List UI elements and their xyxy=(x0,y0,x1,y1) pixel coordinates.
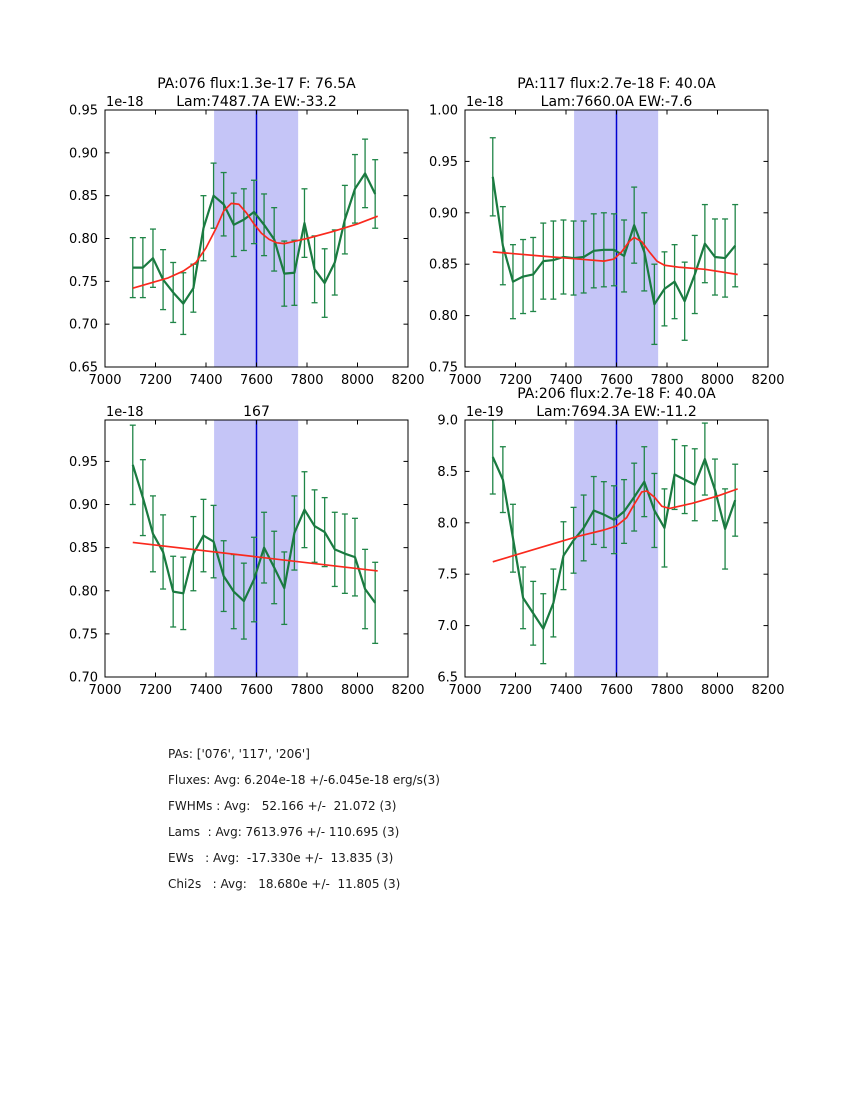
subplot-pa117 xyxy=(405,62,830,407)
x-tick-label: 7600 xyxy=(239,373,274,388)
x-tick-label: 7400 xyxy=(189,683,223,698)
y-tick-label: 1.00 xyxy=(429,103,458,119)
y-tick-label: 0.65 xyxy=(69,360,98,376)
subplot-title: Lam:7487.7A EW:-33.2 xyxy=(176,94,337,110)
x-tick-label: 7800 xyxy=(290,373,324,388)
subplot-title: 167 xyxy=(243,404,270,420)
y-tick-label: 0.85 xyxy=(69,541,98,557)
y-tick-label: 8.5 xyxy=(437,464,458,480)
summary-block xyxy=(168,741,440,897)
x-tick-label: 8200 xyxy=(391,373,425,388)
x-tick-label: 8000 xyxy=(340,683,375,698)
subplot-pa117-plot xyxy=(405,62,830,407)
x-tick-label: 7600 xyxy=(599,373,634,388)
y-axis-offset-label: 1e-19 xyxy=(466,405,504,420)
x-tick-label: 7800 xyxy=(650,683,684,698)
x-tick-label: 7600 xyxy=(599,683,634,698)
y-tick-label: 0.75 xyxy=(69,627,98,643)
x-tick-label: 7800 xyxy=(290,683,324,698)
y-tick-label: 6.5 xyxy=(437,670,458,686)
subplot-title: PA:076 flux:1.3e-17 F: 76.5A xyxy=(157,76,356,92)
x-tick-label: 8000 xyxy=(700,683,735,698)
subplot-pa206 xyxy=(405,372,830,717)
y-tick-label: 0.85 xyxy=(429,257,458,273)
y-tick-label: 0.80 xyxy=(69,584,98,600)
y-tick-label: 8.0 xyxy=(437,516,458,532)
x-tick-label: 7200 xyxy=(498,373,533,388)
x-tick-label: 8200 xyxy=(751,373,785,388)
y-tick-label: 0.90 xyxy=(69,498,98,514)
x-tick-label: 7600 xyxy=(239,683,274,698)
subplot-title: Lam:7660.0A EW:-7.6 xyxy=(540,94,693,110)
summary-line-fwhms: FWHMs : Avg: 52.166 +/- 21.072 (3) xyxy=(168,799,397,813)
summary-line-chi2s: Chi2s : Avg: 18.680e +/- 11.805 (3) xyxy=(168,877,401,891)
y-tick-label: 0.90 xyxy=(429,206,458,222)
y-tick-label: 0.90 xyxy=(69,146,98,162)
subplot-title: PA:117 flux:2.7e-18 F: 40.0A xyxy=(517,76,716,92)
y-tick-label: 9.0 xyxy=(437,413,458,429)
summary-line-lams: Lams : Avg: 7613.976 +/- 110.695 (3) xyxy=(168,825,400,839)
y-axis-offset-label: 1e-18 xyxy=(106,405,144,420)
subplot-title: PA:206 flux:2.7e-18 F: 40.0A xyxy=(517,386,716,402)
x-tick-label: 8000 xyxy=(340,373,375,388)
y-tick-label: 0.95 xyxy=(69,103,98,119)
y-axis-offset-label: 1e-18 xyxy=(466,95,504,110)
y-tick-label: 0.70 xyxy=(69,670,98,686)
y-axis-offset-label: 1e-18 xyxy=(106,95,144,110)
x-tick-label: 7200 xyxy=(138,683,173,698)
y-tick-label: 0.75 xyxy=(429,360,458,376)
x-tick-label: 7800 xyxy=(650,373,684,388)
x-tick-label: 7400 xyxy=(549,683,583,698)
x-tick-label: 7000 xyxy=(88,683,122,698)
x-tick-label: 7000 xyxy=(88,373,122,388)
y-tick-label: 0.75 xyxy=(69,274,98,290)
subplot-title: Lam:7694.3A EW:-11.2 xyxy=(536,404,697,420)
x-tick-label: 7000 xyxy=(448,373,482,388)
x-tick-label: 7400 xyxy=(549,373,583,388)
subplot-pa206-plot xyxy=(405,372,830,717)
y-tick-label: 0.85 xyxy=(69,189,98,205)
x-tick-label: 8000 xyxy=(700,373,735,388)
summary-line-pas: PAs: ['076', '117', '206'] xyxy=(168,747,310,761)
summary-line-ews: EWs : Avg: -17.330e +/- 13.835 (3) xyxy=(168,851,394,865)
x-tick-label: 7400 xyxy=(189,373,223,388)
y-tick-label: 0.95 xyxy=(429,154,458,170)
x-tick-label: 7200 xyxy=(498,683,533,698)
x-tick-label: 7200 xyxy=(138,373,173,388)
x-tick-label: 8200 xyxy=(391,683,425,698)
y-tick-label: 0.95 xyxy=(69,454,98,470)
y-tick-label: 7.0 xyxy=(437,619,458,635)
y-tick-label: 0.70 xyxy=(69,317,98,333)
y-tick-label: 0.80 xyxy=(429,309,458,325)
y-tick-label: 7.5 xyxy=(437,567,458,583)
summary-line-fluxes: Fluxes: Avg: 6.204e-18 +/-6.045e-18 erg/s(3) xyxy=(168,773,440,787)
y-tick-label: 0.80 xyxy=(69,232,98,247)
x-tick-label: 7000 xyxy=(448,683,482,698)
x-tick-label: 8200 xyxy=(751,683,785,698)
